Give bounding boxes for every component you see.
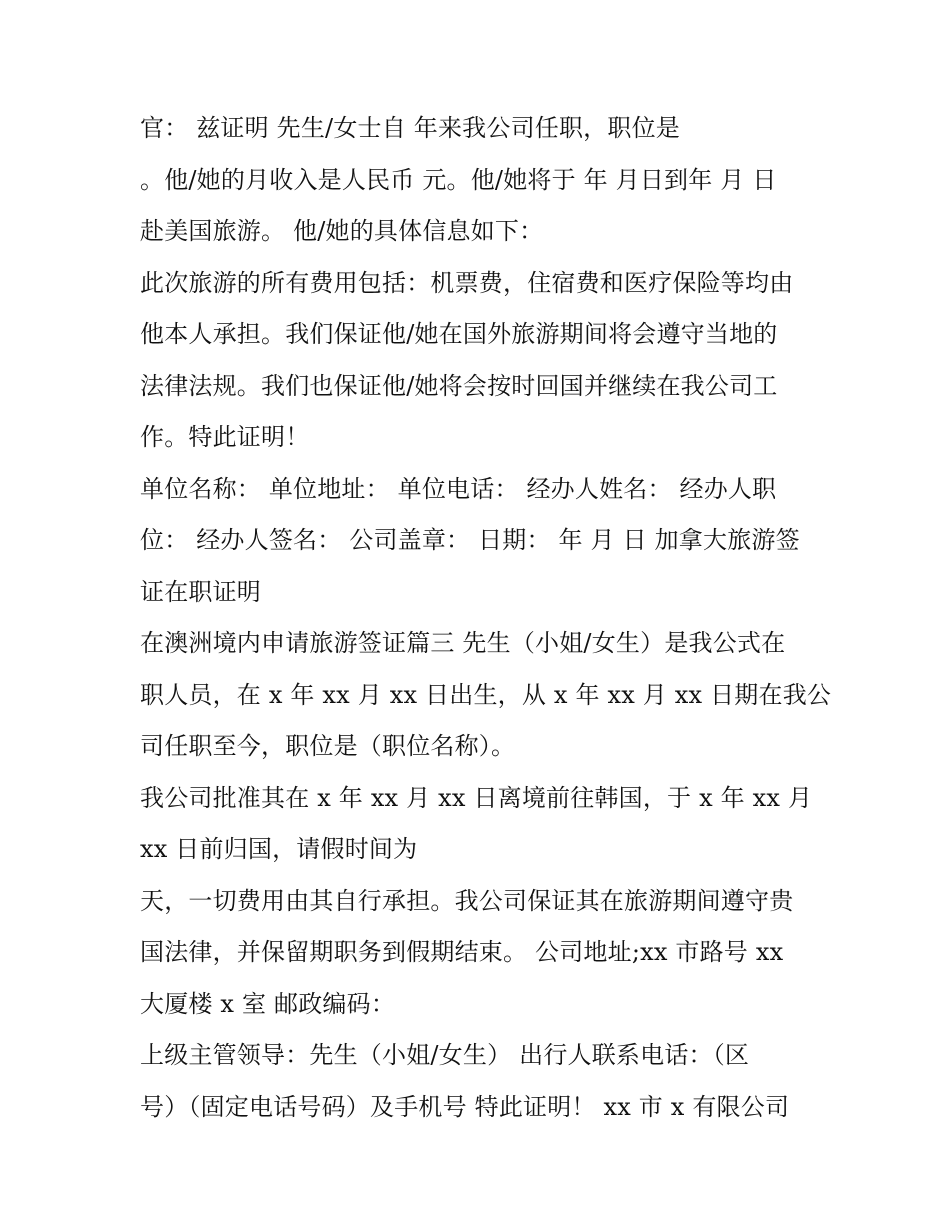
text-line: 号）（固定电话号码）及手机号 特此证明！ xx 市 x 有限公司 — [140, 1092, 790, 1121]
text-line: 天，一切费用由其自行承担。我公司保证其在旅游期间遵守贵 — [140, 886, 794, 915]
text-line: 国法律，并保留期职务到假期结束。 公司地址;xx 市路号 xx — [140, 938, 784, 966]
text-line: 大厦楼 x 室 邮政编码： — [140, 989, 396, 1018]
text-line: 位： 经办人签名： 公司盖章： 日期： 年 月 日 加拿大旅游签 — [140, 526, 800, 554]
text-line: 他本人承担。我们保证他/她在国外旅游期间将会遵守当地的 — [140, 320, 778, 348]
text-line: 官： 兹证明 先生/女士自 年来我公司任职，职位是 — [140, 114, 680, 142]
text-line: 单位名称： 单位地址： 单位电话： 经办人姓名： 经办人职 — [140, 474, 777, 503]
text-line: 证在职证明 — [140, 577, 261, 606]
text-line: 我公司批准其在 x 年 xx 月 xx 日离境前往韩国，于 x 年 xx 月 — [140, 783, 813, 812]
text-line: 上级主管领导：先生（小姐/女生） 出行人联系电话：（区 — [140, 1041, 750, 1069]
text-line: xx 日前归国，请假时间为 — [140, 835, 418, 863]
text-line: 法律法规。我们也保证他/她将会按时回国并继续在我公司工 — [140, 371, 778, 400]
text-line: 在澳洲境内申请旅游签证篇三 先生（小姐/女生）是我公式在 — [140, 629, 786, 657]
document-body — [140, 107, 830, 1137]
text-line: 赴美国旅游。 他/她的具体信息如下： — [140, 217, 544, 245]
text-line: 。他/她的月收入是人民币 元。他/她将于 年 月日到年 月 日 — [140, 165, 777, 194]
text-line: 司任职至今，职位是（职位名称）。 — [140, 732, 516, 760]
text-line: 职人员，在 x 年 xx 月 xx 日出生，从 x 年 xx 月 xx 日期在我公 — [140, 680, 832, 709]
text-line: 此次旅游的所有费用包括：机票费，住宿费和医疗保险等均由 — [140, 268, 794, 297]
text-line: 作。特此证明！ — [140, 423, 310, 451]
